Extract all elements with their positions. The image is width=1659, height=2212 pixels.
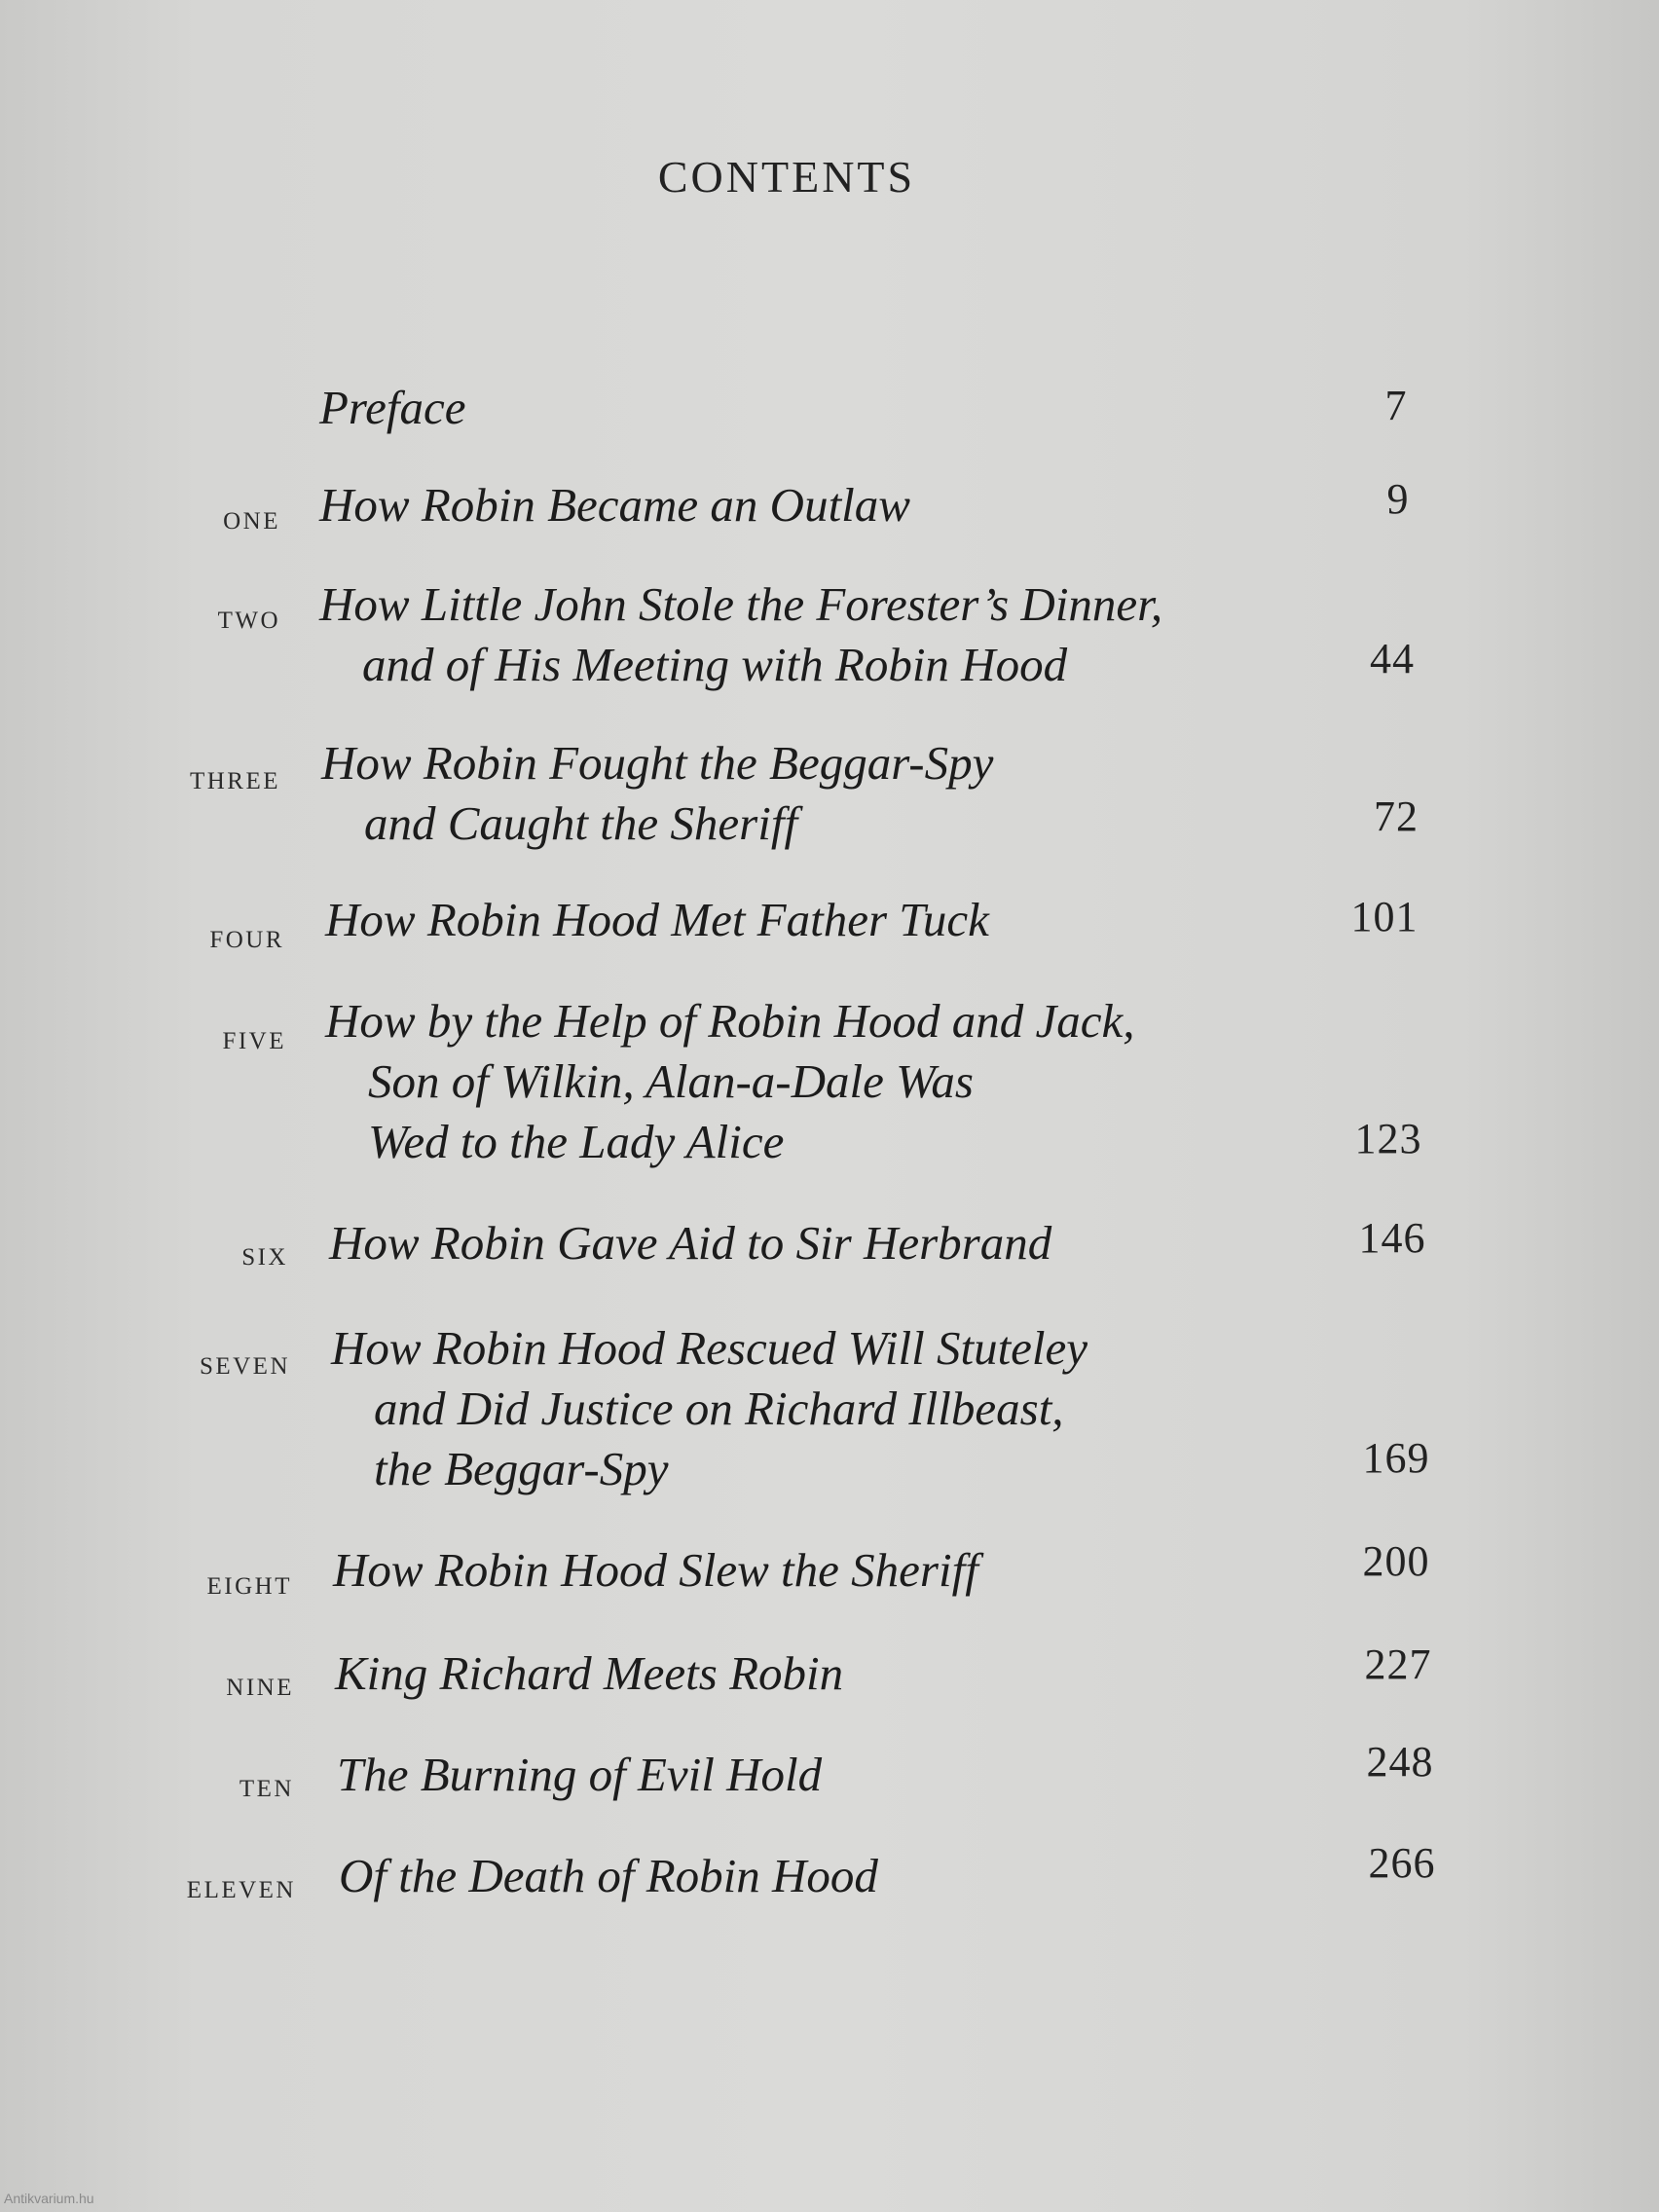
chapter-title-line: The Burning of Evil Hold xyxy=(337,1748,823,1801)
chapter-title-line: Preface xyxy=(319,381,466,434)
chapter-title-line: How Robin Hood Met Father Tuck xyxy=(325,893,989,946)
chapter-title-line: Wed to the Lady Alice xyxy=(368,1115,785,1168)
chapter-number: six xyxy=(241,1235,288,1272)
chapter-title-line: How Robin Gave Aid to Sir Herbrand xyxy=(329,1216,1052,1270)
chapter-number: four xyxy=(209,917,284,955)
page-number: 266 xyxy=(1368,1839,1436,1887)
chapter-title xyxy=(325,890,989,950)
chapter-title xyxy=(321,733,993,854)
chapter-number: five xyxy=(222,1018,286,1056)
chapter-title xyxy=(329,1213,1051,1273)
page-number: 101 xyxy=(1350,893,1419,940)
chapter-number: ten xyxy=(239,1766,294,1804)
page-number: 227 xyxy=(1364,1641,1432,1688)
chapter-title-line: and Caught the Sheriff xyxy=(364,796,798,850)
page-number: 169 xyxy=(1362,1434,1430,1482)
watermark: Antikvarium.hu xyxy=(4,2191,94,2206)
chapter-title-line: How Robin Became an Outlaw xyxy=(319,478,910,532)
page-number: 200 xyxy=(1362,1537,1430,1585)
chapter-number: seven xyxy=(199,1344,290,1382)
chapter-title-line: the Beggar-Spy xyxy=(374,1442,669,1495)
chapter-number: three xyxy=(189,758,280,796)
page-title: CONTENTS xyxy=(657,152,916,202)
chapter-number: one xyxy=(223,498,280,536)
chapter-title xyxy=(335,1643,843,1704)
chapter-number: two xyxy=(217,598,280,636)
chapter-title-line: How Little John Stole the Forester’s Dinner, xyxy=(319,577,1163,631)
page-number: 123 xyxy=(1354,1115,1422,1162)
chapter-title-line: How Robin Hood Slew the Sheriff xyxy=(333,1543,978,1597)
page-number: 248 xyxy=(1366,1738,1434,1786)
page-number: 9 xyxy=(1386,475,1410,523)
chapter-number: nine xyxy=(226,1665,294,1703)
chapter-title xyxy=(319,475,910,535)
page-number: 146 xyxy=(1358,1214,1426,1262)
chapter-number: eleven xyxy=(186,1867,296,1905)
chapter-title xyxy=(319,574,1162,695)
chapter-title xyxy=(319,378,466,438)
chapter-title xyxy=(337,1745,822,1805)
chapter-title-line: Of the Death of Robin Hood xyxy=(339,1849,878,1902)
page-number: 44 xyxy=(1370,635,1415,682)
page-number: 72 xyxy=(1374,793,1419,840)
chapter-title-line: How by the Help of Robin Hood and Jack, xyxy=(325,994,1135,1048)
chapter-number: eight xyxy=(206,1564,292,1602)
chapter-title xyxy=(331,1318,1088,1499)
chapter-title-line: and Did Justice on Richard Illbeast, xyxy=(374,1382,1064,1435)
chapter-title xyxy=(333,1540,978,1601)
chapter-title-line: Son of Wilkin, Alan-a-Dale Was xyxy=(368,1054,974,1108)
chapter-title-line: How Robin Fought the Beggar-Spy xyxy=(321,736,994,790)
chapter-title xyxy=(339,1846,878,1906)
chapter-title-line: King Richard Meets Robin xyxy=(335,1646,844,1700)
page-number: 7 xyxy=(1384,382,1408,429)
chapter-title xyxy=(325,991,1134,1172)
chapter-title-line: and of His Meeting with Robin Hood xyxy=(362,638,1068,691)
chapter-title-line: How Robin Hood Rescued Will Stuteley xyxy=(331,1321,1088,1375)
